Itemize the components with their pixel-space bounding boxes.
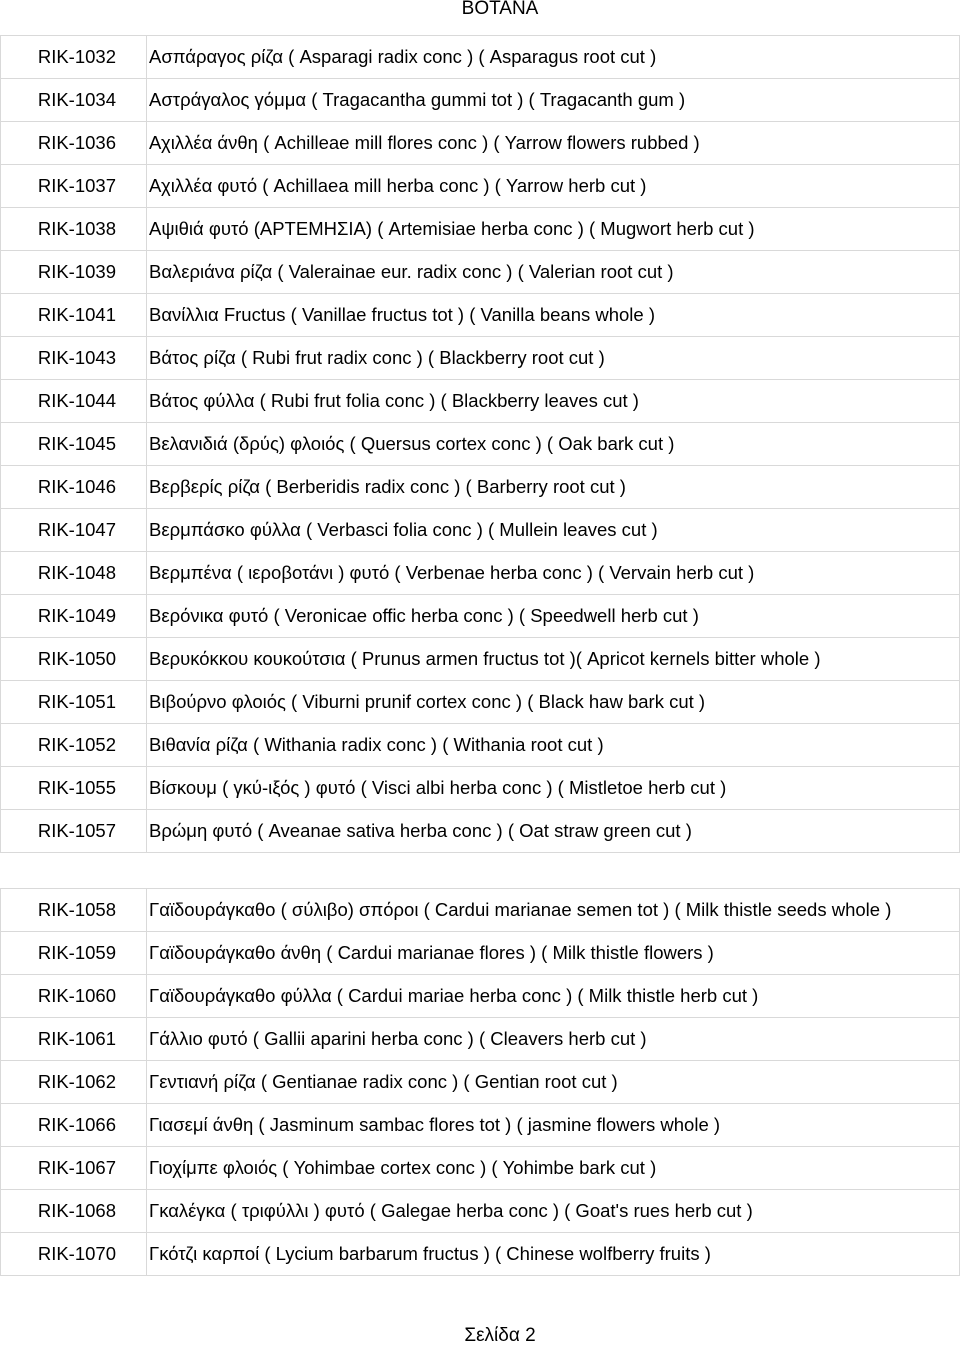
table-row [1, 294, 960, 337]
table-row [1, 552, 960, 595]
product-table-body [1, 889, 960, 1276]
table-row [1, 1233, 960, 1276]
table-row [1, 423, 960, 466]
product-code: RIK-1034 [1, 79, 147, 122]
product-code: RIK-1045 [1, 423, 147, 466]
table-row [1, 1104, 960, 1147]
product-code: RIK-1068 [1, 1190, 147, 1233]
product-code: RIK-1048 [1, 552, 147, 595]
table-row [1, 1147, 960, 1190]
product-code: RIK-1052 [1, 724, 147, 767]
product-description: Βαλεριάνα ρίζα ( Valerainae eur. radix conc ) ( Valerian root cut ) [147, 251, 960, 294]
table-row [1, 337, 960, 380]
page-title: ΒΟΤΑΝΑ [461, 0, 539, 19]
product-description: Γκότζι καρποί ( Lycium barbarum fructus ) ( Chinese wolfberry fruits ) [147, 1233, 960, 1276]
product-code: RIK-1039 [1, 251, 147, 294]
page-number: Σελίδα 2 [464, 1325, 536, 1346]
product-description: Βρώμη φυτό ( Aveanae sativa herba conc ) ( Oat straw green cut ) [147, 810, 960, 853]
table-row [1, 165, 960, 208]
product-code: RIK-1032 [1, 36, 147, 79]
product-description: Βιθανία ρίζα ( Withania radix conc ) ( Withania root cut ) [147, 724, 960, 767]
product-code: RIK-1041 [1, 294, 147, 337]
product-code: RIK-1036 [1, 122, 147, 165]
table-row [1, 466, 960, 509]
table-row [1, 79, 960, 122]
product-code: RIK-1037 [1, 165, 147, 208]
product-description: Γιοχίμπε φλοιός ( Yohimbae cortex conc ) ( Yohimbe bark cut ) [147, 1147, 960, 1190]
product-code: RIK-1055 [1, 767, 147, 810]
product-table-body [1, 36, 960, 853]
product-code: RIK-1057 [1, 810, 147, 853]
table-row [1, 975, 960, 1018]
product-description: Βανίλλια Fructus ( Vanillae fructus tot ) ( Vanilla beans whole ) [147, 294, 960, 337]
product-code: RIK-1058 [1, 889, 147, 932]
product-description: Γεντιανή ρίζα ( Gentianae radix conc ) ( Gentian root cut ) [147, 1061, 960, 1104]
table-row [1, 509, 960, 552]
product-description: Βερόνικα φυτό ( Veronicae offic herba conc ) ( Speedwell herb cut ) [147, 595, 960, 638]
product-code: RIK-1061 [1, 1018, 147, 1061]
table-row [1, 380, 960, 423]
product-description: Βιβούρνο φλοιός ( Viburni prunif cortex conc ) ( Black haw bark cut ) [147, 681, 960, 724]
product-description: Βελανιδιά (δρύς) φλοιός ( Quersus cortex conc ) ( Oak bark cut ) [147, 423, 960, 466]
product-description: Βερυκόκκου κουκούτσια ( Prunus armen fructus tot )( Apricot kernels bitter whole ) [147, 638, 960, 681]
product-code: RIK-1043 [1, 337, 147, 380]
table-row [1, 122, 960, 165]
product-table-section-1 [0, 35, 960, 853]
product-description: Γαϊδουράγκαθο φύλλα ( Cardui mariae herba conc ) ( Milk thistle herb cut ) [147, 975, 960, 1018]
table-row [1, 251, 960, 294]
product-code: RIK-1047 [1, 509, 147, 552]
product-description: Βίσκουμ ( γκύ-ιξός ) φυτό ( Visci albi herba conc ) ( Mistletoe herb cut ) [147, 767, 960, 810]
table-row [1, 810, 960, 853]
table-row [1, 36, 960, 79]
product-code: RIK-1049 [1, 595, 147, 638]
product-code: RIK-1050 [1, 638, 147, 681]
product-code: RIK-1067 [1, 1147, 147, 1190]
table-row [1, 767, 960, 810]
product-code: RIK-1070 [1, 1233, 147, 1276]
table-row [1, 889, 960, 932]
table-row [1, 595, 960, 638]
product-code: RIK-1038 [1, 208, 147, 251]
product-description: Αχιλλέα φυτό ( Achillaea mill herba conc ) ( Yarrow herb cut ) [147, 165, 960, 208]
table-row [1, 681, 960, 724]
product-description: Βάτος φύλλα ( Rubi frut folia conc ) ( Blackberry leaves cut ) [147, 380, 960, 423]
product-description: Γάλλιο φυτό ( Gallii aparini herba conc ) ( Cleavers herb cut ) [147, 1018, 960, 1061]
product-code: RIK-1044 [1, 380, 147, 423]
table-row [1, 638, 960, 681]
table-row [1, 1061, 960, 1104]
product-code: RIK-1059 [1, 932, 147, 975]
table-row [1, 208, 960, 251]
product-code: RIK-1046 [1, 466, 147, 509]
product-description: Βερμπάσκο φύλλα ( Verbasci folia conc ) ( Mullein leaves cut ) [147, 509, 960, 552]
product-code: RIK-1051 [1, 681, 147, 724]
table-row [1, 1190, 960, 1233]
product-description: Βερβερίς ρίζα ( Berberidis radix conc ) ( Barberry root cut ) [147, 466, 960, 509]
table-row [1, 1018, 960, 1061]
product-description: Αψιθιά φυτό (ΑΡΤΕΜΗΣΙΑ) ( Artemisiae herba conc ) ( Mugwort herb cut ) [147, 208, 960, 251]
product-code: RIK-1062 [1, 1061, 147, 1104]
product-description: Γκαλέγκα ( τριφύλλι ) φυτό ( Galegae herba conc ) ( Goat's rues herb cut ) [147, 1190, 960, 1233]
product-description: Ασπάραγος ρίζα ( Asparagi radix conc ) ( Asparagus root cut ) [147, 36, 960, 79]
product-description: Γαϊδουράγκαθο άνθη ( Cardui marianae flores ) ( Milk thistle flowers ) [147, 932, 960, 975]
product-description: Βάτος ρίζα ( Rubi frut radix conc ) ( Blackberry root cut ) [147, 337, 960, 380]
product-description: Γαϊδουράγκαθο ( σύλιβο) σπόροι ( Cardui marianae semen tot ) ( Milk thistle seeds whole ) [147, 889, 960, 932]
product-description: Αχιλλέα άνθη ( Achilleae mill flores conc ) ( Yarrow flowers rubbed ) [147, 122, 960, 165]
product-table-section-2 [0, 888, 960, 1276]
product-description: Γιασεμί άνθη ( Jasminum sambac flores tot ) ( jasmine flowers whole ) [147, 1104, 960, 1147]
table-row [1, 724, 960, 767]
product-description: Βερμπένα ( ιεροβοτάνι ) φυτό ( Verbenae herba conc ) ( Vervain herb cut ) [147, 552, 960, 595]
table-row [1, 932, 960, 975]
product-code: RIK-1060 [1, 975, 147, 1018]
product-code: RIK-1066 [1, 1104, 147, 1147]
product-description: Αστράγαλος γόμμα ( Tragacantha gummi tot ) ( Tragacanth gum ) [147, 79, 960, 122]
